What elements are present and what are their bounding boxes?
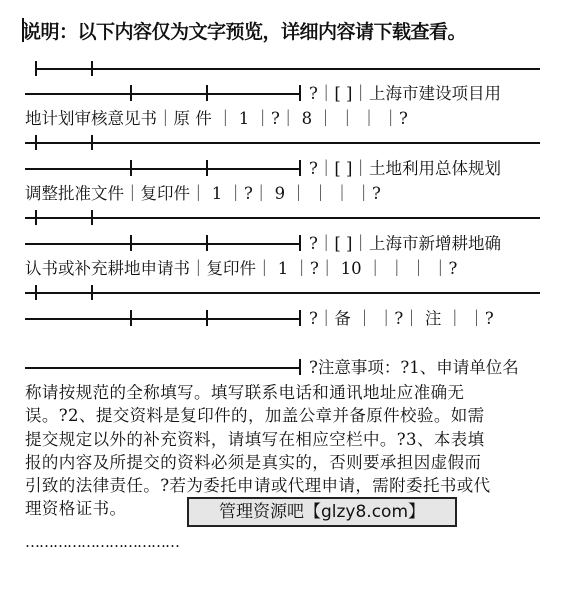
border-line (25, 243, 301, 245)
border-line (25, 318, 301, 320)
border-tick (299, 160, 301, 176)
watermark-banner: 管理资源吧【glzy8.com】 (187, 497, 457, 527)
border-tick (91, 135, 93, 150)
notes-line: 误。?2、提交资料是复印件的，加盖公章并备原件校验。如需 (25, 406, 485, 426)
row-cells-text: ?｜[ ]｜上海市建设项目用 (309, 84, 501, 103)
border-line (25, 142, 540, 144)
border-tick (130, 310, 132, 326)
border-tick (35, 210, 37, 225)
border-tick (130, 235, 132, 251)
border-tick (91, 61, 93, 76)
border-tick (299, 85, 301, 101)
notes-border-line (25, 367, 301, 369)
row-cells-text: ?｜[ ]｜上海市新增耕地确 (309, 234, 501, 253)
notes-line: 报的内容及所提交的资料必须是真实的，否则要承担因虚假而 (25, 452, 482, 472)
border-tick (206, 85, 208, 101)
row-continuation-text: 认书或补充耕地申请书｜复印件｜ 1 ｜?｜ 10 ｜ ｜ ｜ ｜? (25, 259, 458, 278)
border-tick (91, 210, 93, 225)
border-tick (206, 235, 208, 251)
border-line (25, 217, 540, 219)
border-tick (299, 359, 301, 375)
border-tick (299, 310, 301, 326)
border-tick (130, 85, 132, 101)
border-line (35, 68, 540, 70)
border-tick (35, 285, 37, 300)
border-tick (35, 135, 37, 150)
notes-lead-text: ?注意事项：?1、申请单位名 (309, 358, 519, 377)
border-line (25, 292, 540, 294)
notes-line: 理资格证书。 (25, 499, 127, 519)
border-line (25, 168, 301, 170)
border-tick (206, 160, 208, 176)
border-tick (130, 160, 132, 176)
row-continuation-text: 调整批准文件｜复印件｜ 1 ｜?｜ 9 ｜ ｜ ｜ ｜? (25, 184, 381, 203)
footer-dots: …………………………… (25, 533, 179, 551)
notes-line: 提交规定以外的补充资料，请填写在相应空栏中。?3、本表填 (25, 429, 485, 449)
row-cells-text: ?｜备 ｜ ｜?｜ 注 ｜ ｜? (309, 309, 494, 328)
border-line (25, 93, 301, 95)
border-tick (299, 235, 301, 251)
preview-notice: 说明：以下内容仅为文字预览，详细内容请下载查看。 (22, 21, 467, 43)
notes-line: 引致的法律责任。?若为委托申请或代理申请，需附委托书或代 (25, 476, 491, 496)
row-cells-text: ?｜[ ]｜土地利用总体规划 (309, 159, 501, 178)
border-tick (206, 310, 208, 326)
border-tick (91, 285, 93, 300)
notes-line: 称请按规范的全称填写。填写联系电话和通讯地址应准确无 (25, 383, 465, 402)
border-tick (35, 61, 37, 76)
row-continuation-text: 地计划审核意见书｜原 件 ｜ 1 ｜?｜ 8 ｜ ｜ ｜ ｜? (25, 109, 408, 128)
